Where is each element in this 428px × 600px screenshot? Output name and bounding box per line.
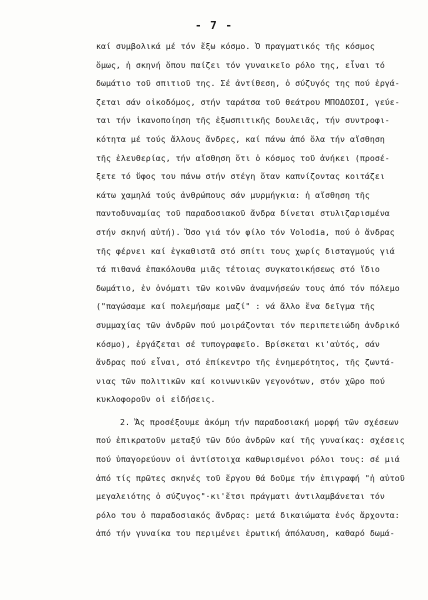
- text-line: δωμάτιο, ἐν ὀνόματι τῶν κοινῶν ἀναμνήσεών τους ἀπό τόν πόλεμο: [96, 282, 400, 293]
- text-line: ἀπό τήν γυναίκα του περιμένει ἐρωτική ἀπόλαυση, καθαρό δωμά-: [96, 528, 395, 539]
- text-line: στήν σκηνή αὐτή). Ὅσο γιά τόν φίλο τόν Volodia, πού ὁ ἄνδρας: [96, 226, 395, 237]
- paragraph-start-line: 2. Ἄς προσέξουμε ἀκόμη τήν παραδοσιακή μορφή τῶν σχέσεων: [120, 416, 399, 427]
- text-line: δωμάτιο τοῦ σπιτιοῦ της. Σέ ἀντίθεση, ὁ σύζυγός της πού ἐργά-: [96, 78, 400, 89]
- text-line: τῆς φέρνει καί ἐγκαθιστᾶ στό σπίτι τους χωρίς δισταγμούς γιά: [96, 245, 395, 256]
- text-line: συμμαχίας τῶν ἀνδρῶν πού μοιράζονται τόν περιπετειώδη ἀνδρικό: [96, 319, 400, 330]
- text-line: νιας τῶν πολιτικῶν καί κοινωνικῶν γεγονότων, στόν χῶρο πού: [96, 375, 385, 386]
- text-line: τῆς ἐλευθερίας, τήν αἴσθηση ὅτι ὁ κόσμος τοῦ ἀνήκει (προσέ-: [96, 152, 390, 163]
- text-line: κυκλοφοροῦν οἱ εἰδήσεις.: [96, 394, 216, 405]
- text-line: κάτω χαμηλά τούς ἀνθρώπους σάν μυρμήγκια: ἡ αἴσθηση τῆς: [96, 189, 370, 200]
- text-line: ("παγώσαμε καί πολεμήσαμε μαζί" : νά ἄλλο ἕνα δεῖγμα τῆς: [96, 301, 375, 312]
- text-line: ἄνδρας πού εἶναι, στό ἐπίκεντρο τῆς ἐνημερότητος, τῆς ζωντά-: [96, 357, 395, 368]
- body-text: [96, 37, 416, 543]
- text-line: ζεται σάν οἰκοδόμος, στήν ταράτσα τοῦ θεάτρου ΜΠΟΔΟΣΟΙ, γεύε-: [96, 96, 400, 107]
- text-line: ξετε τό ὕφος του πάνω στήν στέγη ὅταν καπνίζοντας κοιτάζει: [96, 171, 385, 182]
- text-line: κότητα μέ τούς ἄλλους ἄνδρες, καί πάνω ἀπό ὅλα τήν αἴσθηση: [96, 133, 385, 144]
- text-line: καί συμβολικά μέ τόν ἔξω κόσμο. Ὁ πραγματικός τῆς κόσμος: [96, 41, 375, 51]
- text-line: ἀπό τίς πρῶτες σκηνές τοῦ ἔργου θά δοῦμε τήν ἐπιγραφή "ἡ αὐτοῦ: [96, 472, 405, 483]
- text-line: ὅμως, ἡ σκηνή ὅπου παίζει τόν γυναικεῖο ρόλο της, εἶναι τό: [96, 59, 385, 70]
- text-line: πού ὑπαγορεύουν οἱ ἀντίστοιχα καθωρισμένοι ρόλοι τους: σέ μιά: [96, 454, 400, 465]
- text-line: ται τήν ἱκανοποίηση τῆς ἐξωσπιτικῆς δουλειᾶς, τήν συντροφι-: [96, 115, 390, 126]
- text-line: πού ἐπικρατοῦν μεταξύ τῶν δύο ἀνδρῶν καί τῆς γυναίκας: σχέσεις: [96, 435, 405, 446]
- text-line: ρόλο του ὁ παραδοσιακός ἄνδρας: μετά δικαιώματα ἑνός ἄρχοντα:: [96, 509, 400, 520]
- text-line: μεγαλειότης ὁ σύζυγος"·κι'ἔτσι πράγματι ἀντιλαμβάνεται τόν: [96, 491, 385, 502]
- text-line: παντοδυναμίας τοῦ παραδοσιακοῦ ἄνδρα δίνεται στυλιζαρισμένα: [96, 208, 390, 219]
- page-number: - 7 -: [194, 19, 234, 32]
- text-line: κόσμο), ἐργάζεται σέ τυπογραφεῖο. Βρίσκεται κι'αὐτός, σάν: [96, 338, 380, 349]
- text-line: τά πιθανά ἐπακόλουθα μιᾶς τέτοιας συγκατοικήσεως στό ἴδιο: [96, 264, 380, 275]
